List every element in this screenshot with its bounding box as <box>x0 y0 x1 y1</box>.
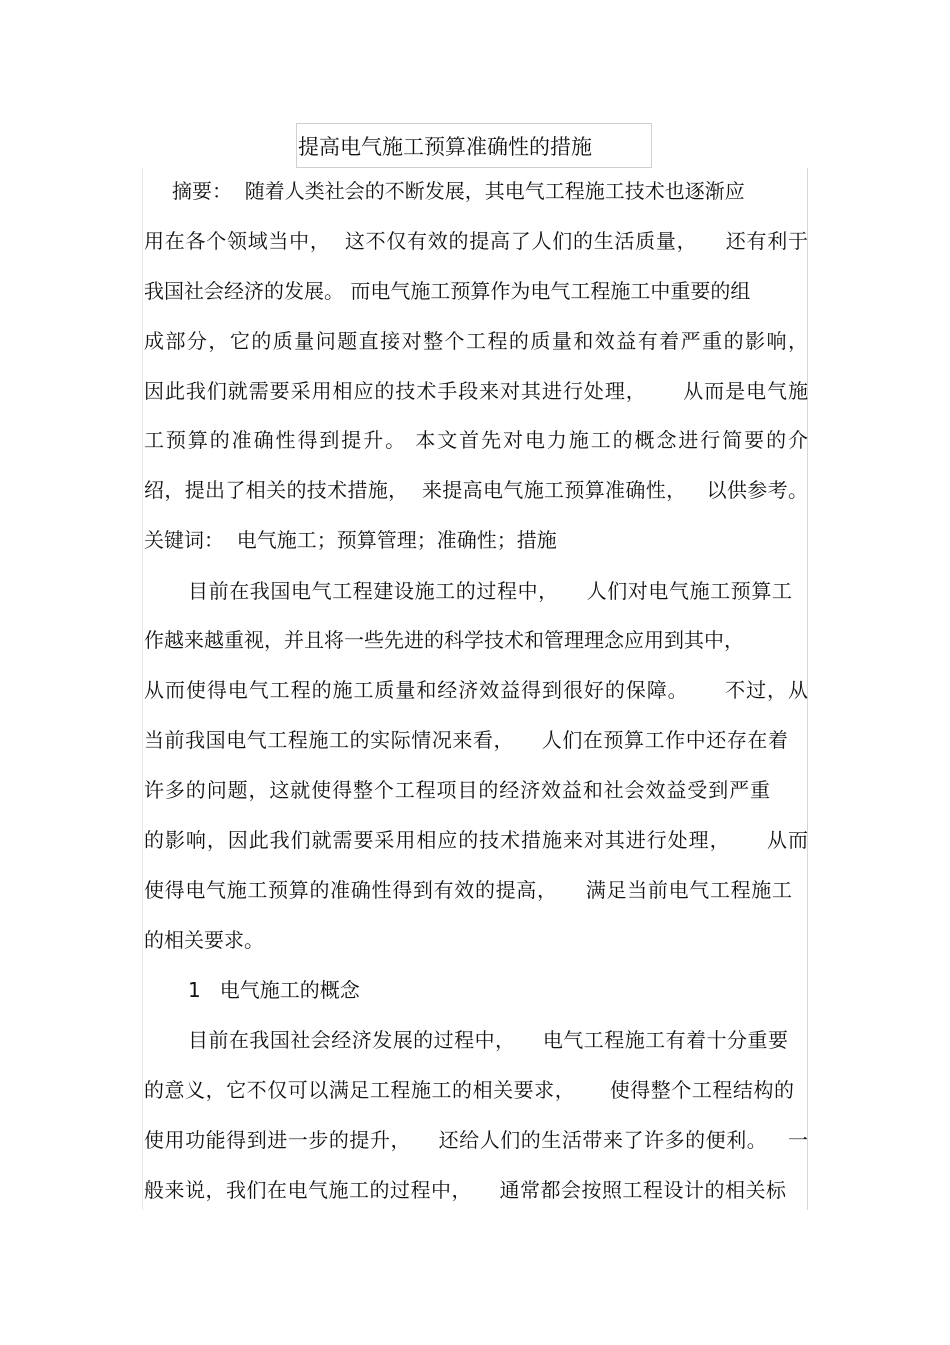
paragraph-2-line-3: 使用功能得到进一步的提升， 还给人们的生活带来了许多的便利。 一 <box>144 1128 808 1152</box>
paragraph-1-line-8: 的相关要求。 <box>144 928 264 952</box>
paragraph-2-line-2: 的意义，它不仅可以满足工程施工的相关要求， 使得整个工程结构的 <box>144 1078 794 1102</box>
paragraph-2-line-1: 目前在我国社会经济发展的过程中， 电气工程施工有着十分重要 <box>188 1028 788 1052</box>
abstract-line-4: 成部分，它的质量问题直接对整个工程的质量和效益有着严重的影响， <box>144 329 808 353</box>
abstract-line-3: 我国社会经济的发展。 而电气施工预算作为电气工程施工中重要的组 <box>144 279 751 303</box>
paragraph-1-line-3: 从而使得电气工程的施工质量和经济效益得到很好的保障。 不过，从 <box>144 678 808 702</box>
paragraph-2-line-4: 般来说，我们在电气施工的过程中， 通常都会按照工程设计的相关标 <box>144 1178 786 1202</box>
paragraph-1-line-6: 的影响，因此我们就需要采用相应的技术措施来对其进行处理， 从而 <box>144 828 808 852</box>
paragraph-1-line-1: 目前在我国电气工程建设施工的过程中， 人们对电气施工预算工 <box>188 579 792 603</box>
document-title: 提高电气施工预算准确性的措施 <box>298 135 592 159</box>
abstract-line-7: 绍，提出了相关的技术措施， 来提高电气施工预算准确性， 以供参考。 <box>144 478 808 502</box>
paragraph-1-line-2: 作越来越重视，并且将一些先进的科学技术和管理理念应用到其中， <box>144 628 744 652</box>
section-heading-1: 1 电气施工的概念 <box>188 978 360 1002</box>
keywords-line: 关键词： 电气施工；预算管理；准确性；措施 <box>144 528 557 552</box>
abstract-line-2: 用在各个领域当中， 这不仅有效的提高了人们的生活质量， 还有利于 <box>144 229 808 253</box>
abstract-line-1: 摘要： 随着人类社会的不断发展，其电气工程施工技术也逐渐应 <box>172 179 745 203</box>
paragraph-1-line-4: 当前我国电气工程施工的实际情况来看， 人们在预算工作中还存在着 <box>144 728 788 752</box>
abstract-line-6: 工预算的准确性得到提升。 本文首先对电力施工的概念进行简要的介 <box>144 428 808 452</box>
paragraph-1-line-5: 许多的问题，这就使得整个工程项目的经济效益和社会效益受到严重 <box>144 778 770 802</box>
paragraph-1-line-7: 使得电气施工预算的准确性得到有效的提高， 满足当前电气工程施工 <box>144 878 792 902</box>
abstract-line-5: 因此我们就需要采用相应的技术手段来对其进行处理， 从而是电气施 <box>144 379 808 403</box>
